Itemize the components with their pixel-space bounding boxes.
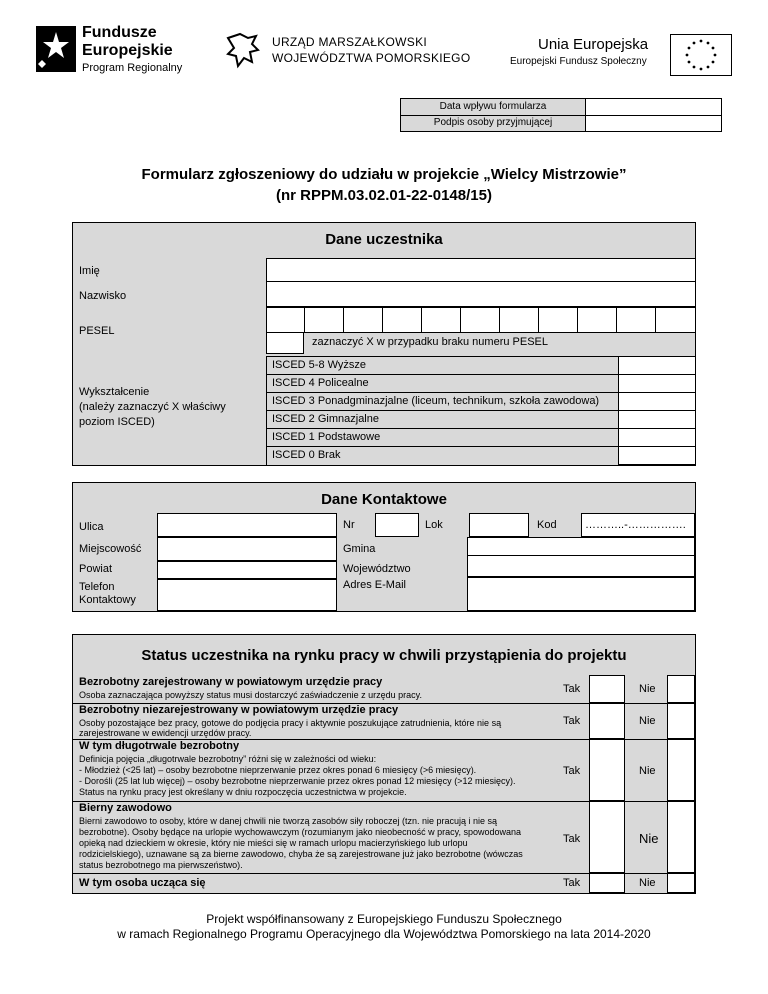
lok-label: Lok — [425, 519, 443, 531]
status-row-3-desc-1: Definicja pojęcia „długotrwale bezrobotny” różni się w zależności od wieku: — [79, 754, 377, 764]
status-row-3-desc-2: - Młodzież (<25 lat) – osoby bezrobotne nieprzerwanie przez okres ponad 6 miesięcy (>6 miesięcy). — [79, 765, 477, 775]
miejscowosc-field[interactable] — [157, 537, 337, 561]
pesel-label: PESEL — [79, 325, 115, 337]
status-row-3-desc-4: Status na rynku pracy jest określany w dniu rozpoczęcia uczestnictwa w projekcie. — [79, 787, 407, 797]
email-label: Adres E-Mail — [343, 579, 406, 591]
isced-0-checkbox[interactable] — [618, 446, 696, 465]
isced-4: ISCED 4 Policealne — [272, 377, 369, 389]
participant-section — [72, 222, 696, 466]
telefon-label — [79, 581, 136, 607]
ue-logo — [508, 34, 738, 78]
status-row-2-tak-box[interactable] — [589, 703, 625, 739]
status-section — [72, 634, 696, 894]
status-row-3-nie-box[interactable] — [667, 739, 695, 801]
powiat-field[interactable] — [157, 561, 337, 579]
status-row-1-nie-box[interactable] — [667, 675, 695, 703]
isced-0: ISCED 0 Brak — [272, 449, 341, 461]
imie-field[interactable] — [266, 258, 696, 282]
form-title — [0, 164, 768, 206]
status-row-4-nie-box[interactable] — [667, 801, 695, 873]
footer — [0, 912, 768, 942]
urzad-logo — [222, 30, 512, 70]
kod-value: ………..-……………. — [585, 519, 686, 531]
wojewodztwo-field[interactable] — [467, 555, 695, 577]
pesel-digits[interactable] — [266, 307, 696, 333]
contact-title: Dane Kontaktowe — [321, 491, 447, 508]
telefon-label-line1: Telefon — [79, 581, 115, 593]
office-date-label: Data wpływu formularza — [439, 101, 547, 112]
urzad-line1: URZĄD MARSZAŁKOWSKI — [272, 35, 428, 49]
status-row-4-desc-1: Bierni zawodowo to osoby, które w danej chwili nie tworzą zasobów siły roboczej (tzn. nie pracują i nie są — [79, 816, 498, 826]
footer-line1: Projekt współfinansowany z Europejskiego Funduszu Społecznego — [206, 912, 562, 926]
urzad-line2: WOJEWÓDZTWA POMORSKIEGO — [272, 51, 471, 65]
status-row-4 — [73, 801, 695, 873]
isced-3-checkbox[interactable] — [618, 392, 696, 411]
status-row-4-nie: Nie — [639, 831, 659, 846]
office-sign-label: Podpis osoby przyjmującej — [433, 117, 553, 128]
fe-logo — [34, 22, 234, 82]
telefon-field[interactable] — [157, 579, 337, 611]
pesel-note: zaznaczyć X w przypadku braku numeru PESEL — [312, 336, 549, 348]
status-row-1 — [73, 675, 695, 703]
contact-section — [72, 482, 696, 612]
education-label-line3: poziom ISCED) — [79, 416, 155, 428]
status-row-4-desc-5: status bezrobotnego ma pierwszeństwo). — [79, 860, 243, 870]
office-sign-field[interactable] — [587, 116, 721, 130]
status-row-2 — [73, 703, 695, 739]
pesel-none-checkbox[interactable] — [266, 332, 304, 354]
fe-logo-line1: Fundusze — [82, 24, 157, 41]
telefon-label-line2: Kontaktowy — [79, 594, 136, 606]
fe-logo-line2: Europejskie — [82, 42, 173, 59]
ue-sub: Europejski Fundusz Społeczny — [510, 56, 647, 67]
participant-title: Dane uczestnika — [325, 231, 443, 248]
education-label-line2: (należy zaznaczyć X właściwy — [79, 401, 226, 413]
status-row-4-desc-2: bezrobotne). Osoby będące na urlopie wychowawczym (rozumianym jako nieobecność w pracy, spowodowana — [79, 827, 522, 837]
eu-flag-icon — [670, 34, 732, 76]
wojewodztwo-label: Województwo — [343, 563, 411, 575]
nr-field[interactable] — [375, 513, 419, 537]
status-row-3-tak-box[interactable] — [589, 739, 625, 801]
status-row-2-nie-box[interactable] — [667, 703, 695, 739]
email-field[interactable] — [467, 577, 695, 611]
education-label-line1: Wykształcenie — [79, 386, 150, 398]
status-row-1-tak: Tak — [563, 683, 581, 695]
status-row-5-nie-box[interactable] — [667, 873, 695, 893]
griffin-icon — [222, 30, 262, 70]
status-row-2-tak: Tak — [563, 715, 581, 727]
isced-2: ISCED 2 Gimnazjalne — [272, 413, 379, 425]
status-row-4-heading: Bierny zawodowo — [79, 802, 172, 814]
ulica-label: Ulica — [79, 521, 104, 533]
status-row-5-heading: W tym osoba ucząca się — [79, 877, 206, 889]
status-row-4-tak-box[interactable] — [589, 801, 625, 873]
status-row-5-nie: Nie — [639, 877, 656, 889]
status-title: Status uczestnika na rynku pracy w chwili przystąpienia do projektu — [141, 647, 627, 664]
isced-3: ISCED 3 Ponadgminazjalne (liceum, technikum, szkoła zawodowa) — [272, 395, 600, 407]
form-title-line2: (nr RPPM.03.02.01-22-0148/15) — [276, 187, 492, 204]
miejscowosc-label: Miejscowość — [79, 543, 142, 555]
powiat-label: Powiat — [79, 563, 113, 575]
status-row-3-tak: Tak — [563, 765, 581, 777]
status-row-3-nie: Nie — [639, 765, 656, 777]
isced-5-8: ISCED 5-8 Wyższe — [272, 359, 367, 371]
status-row-1-nie: Nie — [639, 683, 656, 695]
office-box — [400, 98, 722, 132]
status-row-2-nie: Nie — [639, 715, 656, 727]
status-row-3-desc-3: - Dorośli (25 lat lub więcej) – osoby bezrobotne nieprzerwanie przez okres ponad 12 miesięcy (>12 miesięcy). — [79, 776, 516, 786]
status-row-5-tak: Tak — [563, 877, 581, 889]
ulica-field[interactable] — [157, 513, 337, 537]
office-date-field[interactable] — [587, 100, 721, 114]
gmina-label: Gmina — [343, 543, 376, 555]
form-title-line1: Formularz zgłoszeniowy do udziału w projekcie „Wielcy Mistrzowie” — [141, 166, 627, 183]
isced-1-checkbox[interactable] — [618, 428, 696, 447]
status-row-5-tak-box[interactable] — [589, 873, 625, 893]
isced-5-8-checkbox[interactable] — [618, 356, 696, 375]
status-row-5 — [73, 873, 695, 893]
nazwisko-field[interactable] — [266, 281, 696, 307]
imie-label: Imię — [79, 265, 100, 277]
status-row-2-desc-2: zarejestrowane w ewidencji urzędów pracy. — [79, 728, 252, 738]
lok-field[interactable] — [469, 513, 529, 537]
isced-2-checkbox[interactable] — [618, 410, 696, 429]
nr-label: Nr — [343, 519, 355, 531]
ue-title: Unia Europejska — [538, 36, 649, 53]
footer-line2: w ramach Regionalnego Programu Operacyjnego dla Województwa Pomorskiego na lata 2014-2020 — [117, 927, 651, 941]
status-row-1-heading: Bezrobotny zarejestrowany w powiatowym urzędzie pracy — [79, 676, 383, 688]
status-row-4-tak: Tak — [563, 833, 581, 845]
status-row-2-desc-1: Osoby pozostające bez pracy, gotowe do podjęcia pracy i aktywnie poszukujące zatrudnienia, które nie są — [79, 718, 502, 728]
fe-program: Program Regionalny — [82, 62, 183, 74]
nazwisko-label: Nazwisko — [79, 290, 127, 302]
status-row-4-desc-4: rodzicielskiego), uznawane są za bierne zawodowo, chyba że są zarejestrowane już jako bezrobotne (wówczas — [79, 849, 523, 859]
kod-label: Kod — [537, 519, 557, 531]
status-row-4-desc-3: opieką nad dzieckiem w okresie, który nie mieści się w ramach urlopu macierzyńskiego lub urlopu — [79, 838, 468, 848]
status-row-1-tak-box[interactable] — [589, 675, 625, 703]
status-row-2-heading: Bezrobotny niezarejestrowany w powiatowym urzędzie pracy — [79, 704, 399, 716]
isced-4-checkbox[interactable] — [618, 374, 696, 393]
status-row-3 — [73, 739, 695, 801]
fe-star-icon — [36, 26, 76, 72]
education-label — [79, 385, 226, 430]
status-row-3-heading: W tym długotrwale bezrobotny — [79, 740, 240, 752]
status-row-1-desc: Osoba zaznaczająca powyższy status musi dostarczyć zaświadczenie z urzędu pracy. — [79, 690, 422, 700]
isced-1: ISCED 1 Podstawowe — [272, 431, 381, 443]
